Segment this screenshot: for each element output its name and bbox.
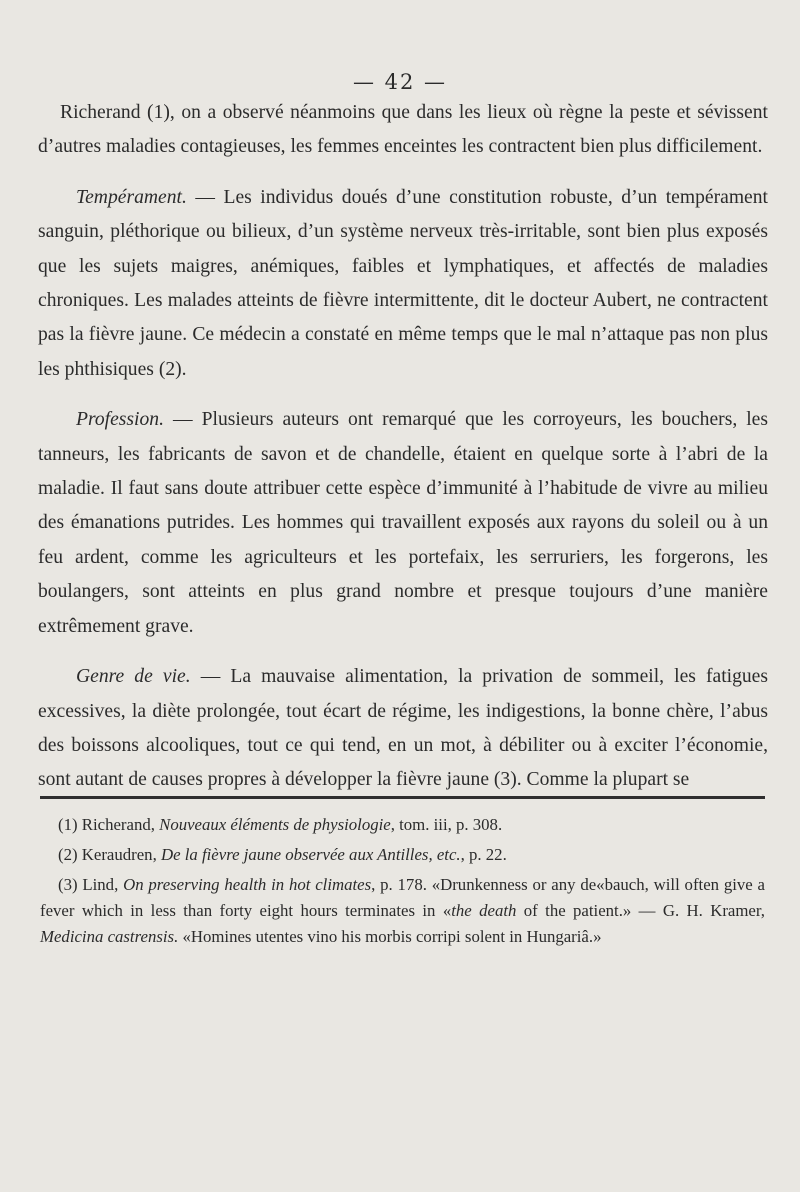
footnote-3-author: (3) Lind, bbox=[58, 875, 124, 894]
footnote-1 bbox=[40, 812, 765, 838]
footnote-3-title: On preserving health in hot climates bbox=[123, 875, 372, 894]
footnote-1-author: (1) Richerand, bbox=[58, 815, 160, 834]
paragraph-temperament-text: — Les individus doués d’une constitution robuste, d’un tempérament sanguin, pléthorique ou bilieux, d’un système nerveux très-irritable, sont bien plus exposés que les sujets maigres, anémiques, faibles et lymphatiques, et affectés de maladies chroniques. Les malades atteints de fièvre intermittente, dit le docteur Aubert, ne contractent pas la fièvre jaune. Ce médecin a constaté en même temps que le mal n’attaque pas non plus les phthisiques (2). bbox=[38, 186, 768, 380]
footnote-3-emphasis: the death bbox=[451, 901, 517, 920]
page-number: — 42 — bbox=[352, 70, 448, 94]
paragraph-profession-text: — Plusieurs auteurs ont remarqué que les corroyeurs, les bouchers, les tanneurs, les fabricants de savon et de chandelle, étaient en quelque sorte à l’abri de la maladie. Il faut sans doute attribuer cette espèce d’immunité à l’habitude de vivre au milieu des émanations putrides. Les hommes qui travaillent exposés aux rayons du soleil ou à un feu ardent, comme les agriculteurs et les portefaix, les serruriers, les forgerons, les boulangers, sont atteints en plus grand nombre et presque toujours d’une manière extrêmement grave. bbox=[38, 409, 768, 637]
section-title-genre-de-vie: Genre de vie. bbox=[76, 666, 191, 688]
footnote-1-title: Nouveaux éléments de physiologie bbox=[159, 815, 391, 834]
footnote-divider bbox=[40, 796, 765, 799]
footnote-2-author: (2) Keraudren, bbox=[58, 845, 161, 864]
section-title-profession: Profession. bbox=[76, 409, 164, 431]
footnotes bbox=[40, 812, 765, 950]
footnote-2-ref: , p. 22. bbox=[460, 845, 507, 864]
footnote-2 bbox=[40, 842, 765, 868]
paragraph-genre-de-vie-text: — La mauvaise alimentation, la privation de sommeil, les fatigues excessives, la diète prolongée, tout écart de régime, les indigestions, la bonne chère, l’abus des boissons alcooliques, tout ce qui tend, en un mot, à débiliter ou à exciter l’économie, sont autant de causes propres à développer la fièvre jaune (3). Comme la plupart se bbox=[38, 666, 768, 791]
body-text bbox=[38, 96, 768, 798]
paragraph-richerand: Richerand (1), on a observé néanmoins que dans les lieux où règne la peste et sévissent d’autres maladies contagieuses, les femmes enceintes les contractent bien plus difficilement. bbox=[38, 102, 768, 158]
paragraph-genre-de-vie bbox=[38, 660, 768, 798]
paragraph-temperament bbox=[38, 181, 768, 387]
footnote-3-kramer: of the patient.» — G. H. Kramer, bbox=[516, 901, 765, 920]
footnote-3-latin-quote: «Homines utentes vino his morbis corripi solent in Hungariâ.» bbox=[178, 927, 602, 946]
paragraph-profession bbox=[38, 403, 768, 644]
footnote-3 bbox=[40, 872, 765, 950]
footnote-1-ref: , tom. iii, p. 308. bbox=[390, 815, 503, 834]
footnote-3-kramer-title: Medicina castrensis. bbox=[40, 927, 179, 946]
section-title-temperament: Tempérament. bbox=[76, 186, 187, 208]
footnote-2-title: De la fièvre jaune observée aux Antilles, etc. bbox=[160, 845, 461, 864]
footnote-3-quote: , p. 178. «Drunkenness or any de«bauch, will often give a fever which in less than forty eight hours terminates in « bbox=[40, 875, 765, 920]
